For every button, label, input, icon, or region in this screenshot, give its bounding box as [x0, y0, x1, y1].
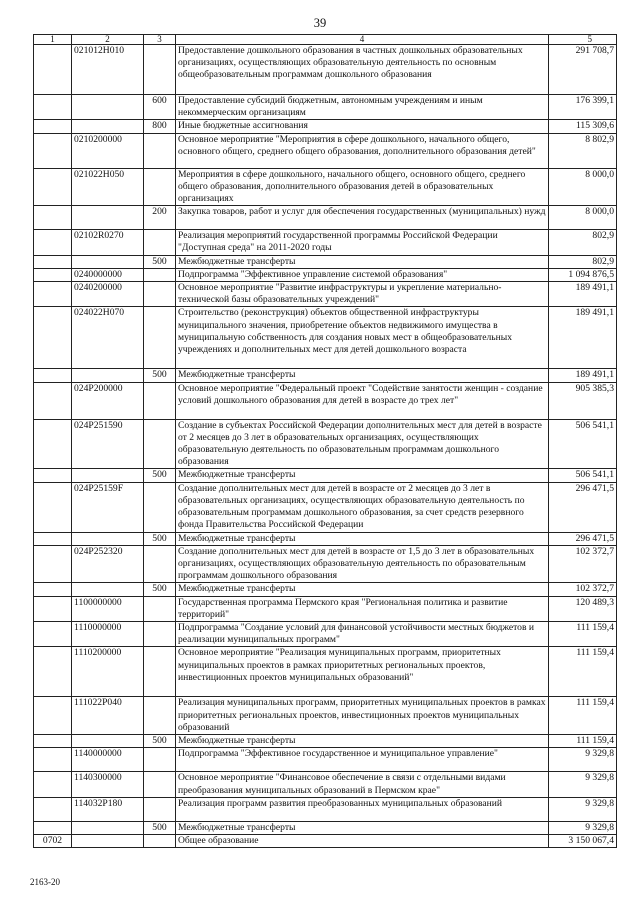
column-header: 3	[144, 35, 176, 45]
cell-c4: Создание дополнительных мест для детей в возрасте от 2 месяцев до 3 лет в образовательных организациях, осуществляющих образовательную деятельность по образовательным программам дошкольного образования, за счет средств резервного фонда Правительства Российской Федерации	[176, 482, 549, 532]
cell-c2: 114032Р180	[72, 797, 144, 821]
cell-c4: Основное мероприятие "Мероприятия в сфере дошкольного, начального общего, основного общего, среднего общего образования, дополнительного образования детей"	[176, 133, 549, 168]
cell-c4: Реализация мероприятий государственной программы Российской Федерации "Доступная среда" на 2011-2020 годы	[176, 230, 549, 255]
cell-c3	[144, 282, 176, 307]
cell-c1	[34, 482, 72, 532]
cell-c1	[34, 369, 72, 382]
table-row	[34, 482, 617, 532]
cell-c5: 8 802,9	[549, 133, 617, 168]
column-header: 1	[34, 35, 72, 45]
table-row	[34, 583, 617, 596]
cell-c1	[34, 95, 72, 120]
cell-c3	[144, 133, 176, 168]
cell-c3	[144, 382, 176, 419]
table-row	[34, 821, 617, 834]
cell-c1	[34, 133, 72, 168]
table-row	[34, 797, 617, 821]
cell-c3	[144, 45, 176, 95]
table-row	[34, 596, 617, 621]
table-row	[34, 382, 617, 419]
cell-c1	[34, 307, 72, 369]
cell-c3	[144, 834, 176, 847]
cell-c5: 905 385,3	[549, 382, 617, 419]
cell-c3	[144, 168, 176, 206]
table-row	[34, 307, 617, 369]
cell-c4: Межбюджетные трансферты	[176, 255, 549, 268]
column-header: 5	[549, 35, 617, 45]
cell-c4: Основное мероприятие "Финансовое обеспечение в связи с отдельными видами преобразования муниципальных образований в Пермском крае"	[176, 772, 549, 797]
cell-c1	[34, 772, 72, 797]
table-row	[34, 647, 617, 697]
cell-c4: Мероприятия в сфере дошкольного, начального общего, основного общего, среднего общего образования, дополнительного образования детей в образовательных организациях	[176, 168, 549, 206]
cell-c1	[34, 45, 72, 95]
table-row	[34, 168, 617, 206]
cell-c3: 500	[144, 369, 176, 382]
table-row	[34, 532, 617, 545]
table-row	[34, 545, 617, 583]
cell-c4: Предоставление субсидий бюджетным, автономным учреждениям и иным некоммерческим организациям	[176, 95, 549, 120]
cell-c3: 500	[144, 532, 176, 545]
cell-c2: 021022Н050	[72, 168, 144, 206]
cell-c3	[144, 596, 176, 621]
cell-c1	[34, 382, 72, 419]
cell-c4: Государственная программа Пермского края "Региональная политика и развитие территорий"	[176, 596, 549, 621]
cell-c3	[144, 647, 176, 697]
cell-c4: Основное мероприятие "Федеральный проект "Содействие занятости женщин - создание условий дошкольного образования для детей в возрасте до трех лет"	[176, 382, 549, 419]
cell-c4: Создание дополнительных мест для детей в возрасте от 1,5 до 3 лет в образовательных организациях, осуществляющих образовательную деятельность по образовательным программам дошкольного образования	[176, 545, 549, 583]
cell-c4: Основное мероприятие "Реализация муниципальных программ, приоритетных муниципальных проектов в рамках приоритетных региональных проектов, инвестиционных проектов муниципальных образований"	[176, 647, 549, 697]
cell-c5: 296 471,5	[549, 482, 617, 532]
cell-c3: 500	[144, 821, 176, 834]
cell-c5: 1 094 876,5	[549, 268, 617, 281]
cell-c1	[34, 419, 72, 469]
cell-c5: 189 491,1	[549, 282, 617, 307]
cell-c4: Межбюджетные трансферты	[176, 369, 549, 382]
cell-c5: 506 541,1	[549, 419, 617, 469]
table-row	[34, 255, 617, 268]
cell-c4: Межбюджетные трансферты	[176, 532, 549, 545]
cell-c4: Создание в субъектах Российской Федерации дополнительных мест для детей в возрасте от 2 месяцев до 3 лет в образовательных организациях, осуществляющих образовательную деятельность по образовательным программам дошкольного образования	[176, 419, 549, 469]
table-row	[34, 120, 617, 133]
cell-c1	[34, 697, 72, 735]
cell-c2	[72, 206, 144, 230]
cell-c2	[72, 255, 144, 268]
cell-c1	[34, 647, 72, 697]
cell-c2	[72, 821, 144, 834]
cell-c3	[144, 268, 176, 281]
cell-c5: 3 150 067,4	[549, 834, 617, 847]
cell-c1	[34, 206, 72, 230]
cell-c3: 200	[144, 206, 176, 230]
cell-c3	[144, 797, 176, 821]
cell-c4: Межбюджетные трансферты	[176, 469, 549, 482]
cell-c3	[144, 697, 176, 735]
table-row	[34, 772, 617, 797]
cell-c3	[144, 748, 176, 772]
cell-c4: Подпрограмма "Эффективное управление системой образования"	[176, 268, 549, 281]
cell-c4: Межбюджетные трансферты	[176, 583, 549, 596]
cell-c1	[34, 282, 72, 307]
table-row	[34, 419, 617, 469]
page-number: 39	[313, 16, 327, 30]
cell-c2: 0210200000	[72, 133, 144, 168]
cell-c2: 0240000000	[72, 268, 144, 281]
cell-c5: 176 399,1	[549, 95, 617, 120]
cell-c1	[34, 545, 72, 583]
cell-c5: 506 541,1	[549, 469, 617, 482]
cell-c5: 189 491,1	[549, 369, 617, 382]
cell-c2: 024022Н070	[72, 307, 144, 369]
cell-c1	[34, 532, 72, 545]
cell-c4: Подпрограмма "Создание условий для финансовой устойчивости местных бюджетов и реализации муниципальных программ"	[176, 622, 549, 647]
cell-c3	[144, 772, 176, 797]
cell-c5: 111 159,4	[549, 697, 617, 735]
cell-c1	[34, 622, 72, 647]
cell-c1	[34, 797, 72, 821]
cell-c2: 02102R0270	[72, 230, 144, 255]
table-row	[34, 369, 617, 382]
budget-table	[33, 34, 617, 848]
cell-c4: Реализация муниципальных программ, приоритетных муниципальных проектов в рамках приоритетных региональных проектов, инвестиционных проектов муниципальных образований	[176, 697, 549, 735]
cell-c5: 9 329,8	[549, 797, 617, 821]
cell-c1	[34, 583, 72, 596]
cell-c2	[72, 583, 144, 596]
cell-c5: 102 372,7	[549, 583, 617, 596]
cell-c1	[34, 255, 72, 268]
cell-c1	[34, 268, 72, 281]
table-body	[34, 45, 617, 848]
cell-c4: Подпрограмма "Эффективное государственное и муниципальное управление"	[176, 748, 549, 772]
cell-c4: Межбюджетные трансферты	[176, 735, 549, 748]
footer-code: 2163-20	[30, 877, 60, 887]
cell-c1	[34, 748, 72, 772]
cell-c5: 111 159,4	[549, 622, 617, 647]
cell-c2: 024P200000	[72, 382, 144, 419]
cell-c3	[144, 482, 176, 532]
cell-c1	[34, 469, 72, 482]
cell-c5: 115 309,6	[549, 120, 617, 133]
cell-c5: 296 471,5	[549, 532, 617, 545]
table-row	[34, 230, 617, 255]
cell-c2: 024P252320	[72, 545, 144, 583]
cell-c2: 024P25159F	[72, 482, 144, 532]
column-header: 4	[176, 35, 549, 45]
cell-c1	[34, 596, 72, 621]
cell-c2: 1110000000	[72, 622, 144, 647]
cell-c5: 111 159,4	[549, 647, 617, 697]
cell-c5: 189 491,1	[549, 307, 617, 369]
cell-c5: 291 708,7	[549, 45, 617, 95]
cell-c2: 1110200000	[72, 647, 144, 697]
cell-c1	[34, 120, 72, 133]
cell-c5: 8 000,0	[549, 206, 617, 230]
cell-c2: 024P251590	[72, 419, 144, 469]
table-row	[34, 469, 617, 482]
cell-c3: 500	[144, 583, 176, 596]
cell-c1	[34, 821, 72, 834]
cell-c5: 9 329,8	[549, 772, 617, 797]
column-header: 2	[72, 35, 144, 45]
cell-c4: Реализация программ развития преобразованных муниципальных образований	[176, 797, 549, 821]
cell-c4: Строительство (реконструкция) объектов общественной инфраструктуры муниципального значения, приобретение объектов недвижимого имущества в муниципальную собственность для создания новых мест в общеобразовательных учреждениях и дополнительных мест для детей дошкольного возраста	[176, 307, 549, 369]
cell-c5: 802,9	[549, 230, 617, 255]
table-row	[34, 95, 617, 120]
table-row	[34, 748, 617, 772]
cell-c2	[72, 120, 144, 133]
cell-c3	[144, 545, 176, 583]
cell-c5: 9 329,8	[549, 748, 617, 772]
table-row	[34, 622, 617, 647]
table-row	[34, 697, 617, 735]
cell-c2: 1140000000	[72, 748, 144, 772]
cell-c2: 111022Р040	[72, 697, 144, 735]
cell-c5: 120 489,3	[549, 596, 617, 621]
table-row	[34, 268, 617, 281]
table-header-row	[34, 35, 617, 45]
cell-c2: 021012Н010	[72, 45, 144, 95]
table-row	[34, 206, 617, 230]
cell-c5: 9 329,8	[549, 821, 617, 834]
cell-c2: 1140300000	[72, 772, 144, 797]
cell-c4: Закупка товаров, работ и услуг для обеспечения государственных (муниципальных) нужд	[176, 206, 549, 230]
cell-c2	[72, 369, 144, 382]
cell-c2: 0240200000	[72, 282, 144, 307]
cell-c5: 802,9	[549, 255, 617, 268]
cell-c1	[34, 230, 72, 255]
cell-c3: 500	[144, 469, 176, 482]
cell-c3: 800	[144, 120, 176, 133]
table-row	[34, 45, 617, 95]
cell-c2: 1100000000	[72, 596, 144, 621]
cell-c2	[72, 834, 144, 847]
cell-c3	[144, 307, 176, 369]
cell-c3	[144, 419, 176, 469]
cell-c3: 500	[144, 735, 176, 748]
cell-c5: 111 159,4	[549, 735, 617, 748]
cell-c3	[144, 230, 176, 255]
cell-c2	[72, 95, 144, 120]
cell-c3: 600	[144, 95, 176, 120]
cell-c5: 8 000,0	[549, 168, 617, 206]
table-row	[34, 133, 617, 168]
cell-c3	[144, 622, 176, 647]
cell-c2	[72, 469, 144, 482]
cell-c4: Межбюджетные трансферты	[176, 821, 549, 834]
cell-c1: 0702	[34, 834, 72, 847]
cell-c3: 500	[144, 255, 176, 268]
cell-c4: Предоставление дошкольного образования в частных дошкольных образовательных организациях, осуществляющих образовательную деятельность по основным общеобразовательным программам дошкольного образования	[176, 45, 549, 95]
cell-c4: Иные бюджетные ассигнования	[176, 120, 549, 133]
table-row	[34, 834, 617, 847]
table-row	[34, 735, 617, 748]
cell-c1	[34, 168, 72, 206]
table-row	[34, 282, 617, 307]
cell-c1	[34, 735, 72, 748]
cell-c4: Общее образование	[176, 834, 549, 847]
cell-c2	[72, 532, 144, 545]
cell-c2	[72, 735, 144, 748]
cell-c4: Основное мероприятие "Развитие инфраструктуры и укрепление материально-технической базы образовательных учреждений"	[176, 282, 549, 307]
cell-c5: 102 372,7	[549, 545, 617, 583]
